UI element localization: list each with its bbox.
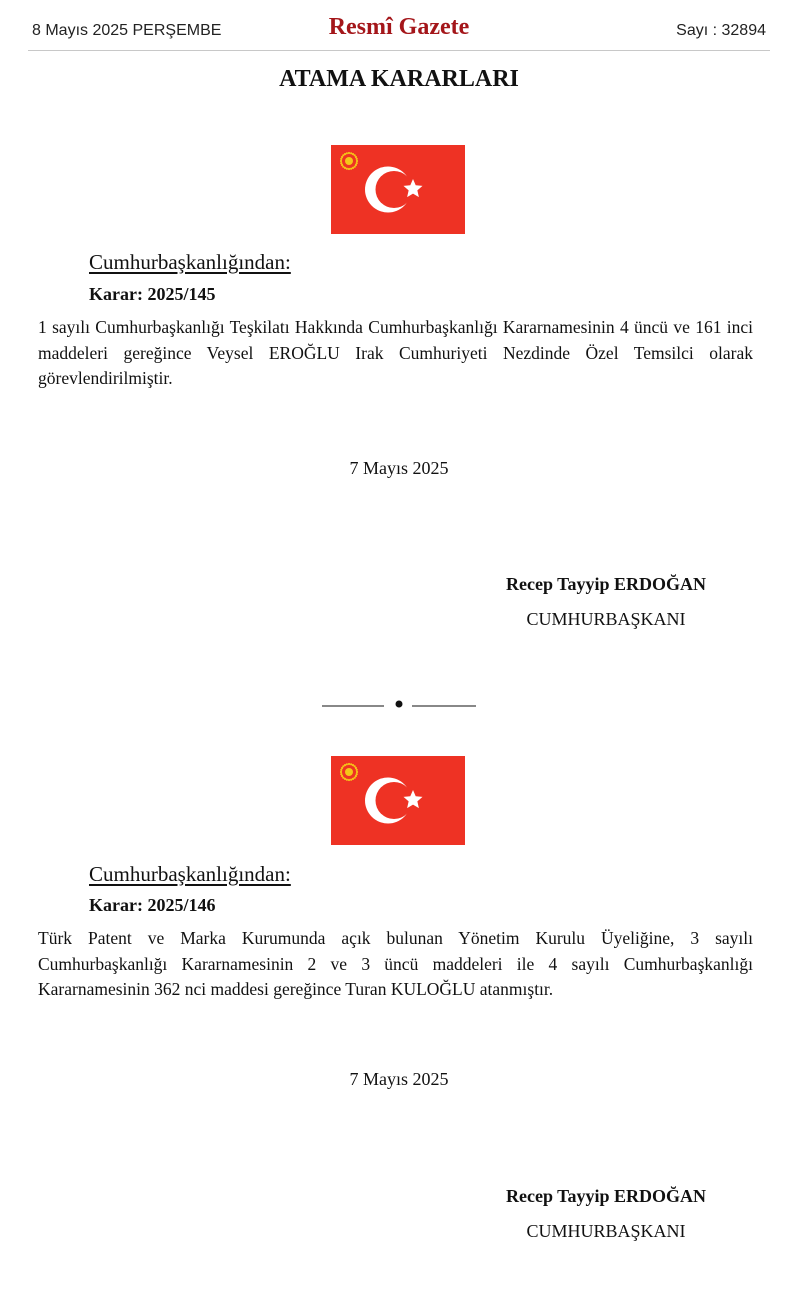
decision-number: Karar: 2025/145 xyxy=(89,284,216,304)
section-separator xyxy=(322,696,476,712)
signatory-name: Recep Tayyip ERDOĞAN xyxy=(505,1186,707,1206)
authority-heading: Cumhurbaşkanlığından: xyxy=(89,250,291,274)
authority-heading: Cumhurbaşkanlığından: xyxy=(89,862,291,886)
decision-date: 7 Mayıs 2025 xyxy=(349,1069,449,1089)
turkish-flag-icon xyxy=(331,756,465,845)
issue-date: 8 Mayıs 2025 PERŞEMBE xyxy=(32,22,222,39)
gazette-title: Resmî Gazete xyxy=(328,14,470,40)
gazette-header xyxy=(28,14,770,51)
page-title: ATAMA KARARLARI xyxy=(279,66,519,92)
decision-body: 1 sayılı Cumhurbaşkanlığı Teşkilatı Hakkında Cumhurbaşkanlığı Kararnamesinin 4 üncü ve 161 inci maddeleri gereğince Veysel EROĞLU Irak Cumhuriyeti Nezdinde Özel Temsilci olarak görevlendirilmiştir. xyxy=(38,317,753,388)
signatory-name: Recep Tayyip ERDOĞAN xyxy=(505,574,707,594)
turkish-flag-icon xyxy=(331,145,465,234)
decision-date: 7 Mayıs 2025 xyxy=(349,458,449,478)
issue-number: Sayı : 32894 xyxy=(676,22,766,39)
signatory-title: CUMHURBAŞKANI xyxy=(526,1221,686,1241)
signatory-title: CUMHURBAŞKANI xyxy=(526,609,686,629)
decision-body: Türk Patent ve Marka Kurumunda açık bulunan Yönetim Kurulu Üyeliğine, 3 sayılı Cumhurbaşkanlığı Kararnamesinin 2 ve 3 üncü maddeleri ile 4 sayılı Cumhurbaşkanlığı Kararnamesinin 362 nci maddesi gereğince Turan KULOĞLU atanmıştır. xyxy=(38,928,753,999)
decision-number: Karar: 2025/146 xyxy=(89,895,216,915)
